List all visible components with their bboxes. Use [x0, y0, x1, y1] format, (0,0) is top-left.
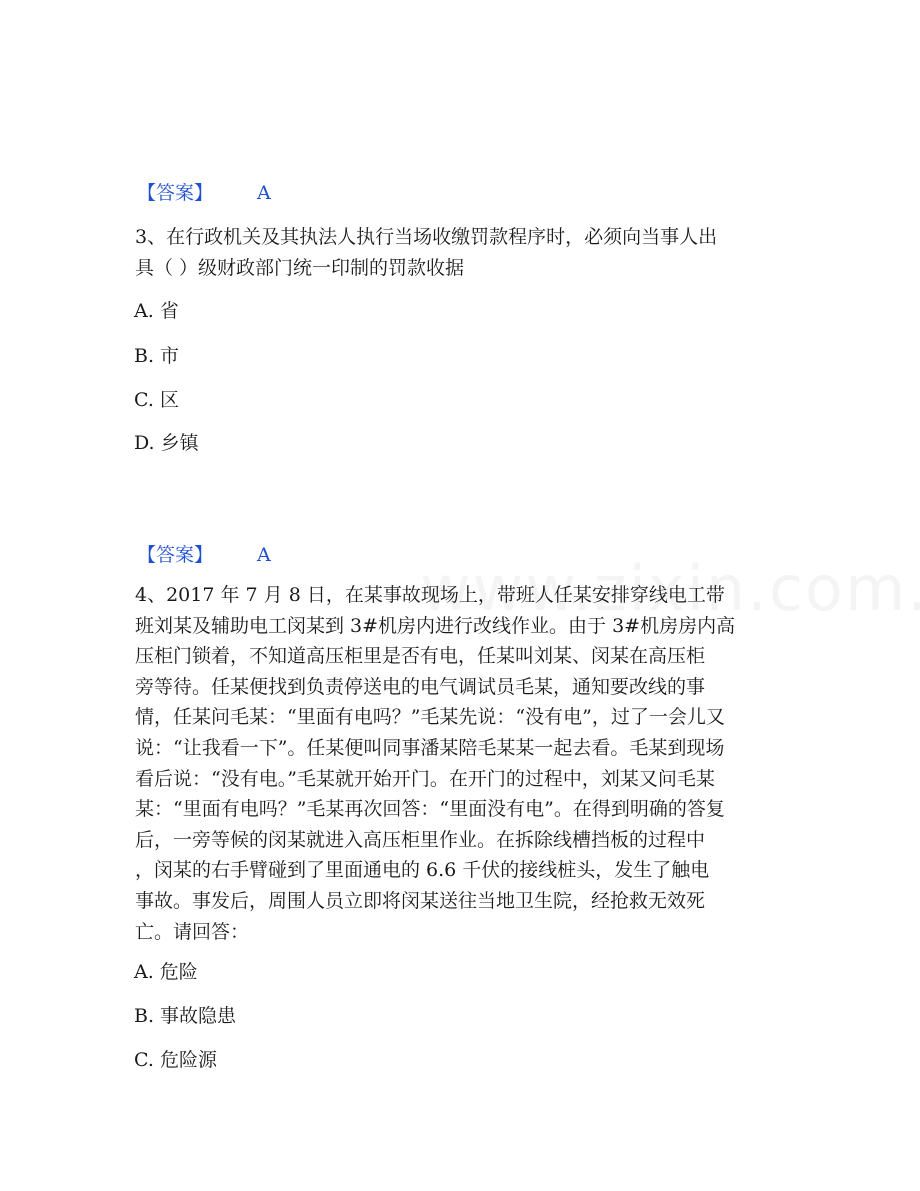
- answer-label: 【答案】: [137, 544, 214, 566]
- question-line: 亡。请回答：: [135, 920, 250, 943]
- answer-value: A: [257, 544, 271, 566]
- answer-value: A: [257, 182, 271, 204]
- question-line: 情，任某问毛某：“里面有电吗？”毛某先说：“没有电”，过了一会儿又: [135, 706, 725, 729]
- question-line: 某：“里面有电吗？”毛某再次回答：“里面没有电”。在得到明确的答复: [135, 798, 725, 821]
- question-line: 压柜门锁着，不知道高压柜里是否有电，任某叫刘某、闵某在高压柜: [135, 645, 706, 668]
- question-3-stem: [135, 222, 785, 283]
- question-line: 事故。事发后，周围人员立即将闵某送往当地卫生院，经抢救无效死: [135, 889, 706, 912]
- q3-option-c: C. 区: [134, 389, 179, 411]
- question-line: 4、2017 年 7 月 8 日，在某事故现场上，带班人任某安排穿线电工带: [135, 584, 725, 606]
- answer-line-1: [137, 178, 271, 205]
- question-4-stem: [135, 580, 785, 947]
- question-line: 3、在行政机关及其执法人执行当场收缴罚款程序时，必须向当事人出: [135, 226, 718, 248]
- q3-option-b: B. 市: [134, 345, 180, 367]
- answer-label: 【答案】: [137, 182, 214, 204]
- question-line: 旁等待。任某便找到负责停送电的电气调试员毛某，通知要改线的事: [135, 675, 706, 698]
- question-line: ，闵某的右手臂碰到了里面通电的 6.6 千伏的接线桩头，发生了触电: [135, 859, 710, 882]
- answer-line-2: [137, 540, 271, 567]
- q3-option-a: A. 省: [134, 300, 179, 322]
- q4-option-c: C. 危险源: [134, 1049, 217, 1071]
- question-line: 说：“让我看一下”。任某便叫同事潘某陪毛某某一起去看。毛某到现场: [135, 736, 725, 759]
- q4-option-b: B. 事故隐患: [134, 1005, 237, 1027]
- question-line: 后，一旁等候的闵某就进入高压柜里作业。在拆除线槽挡板的过程中: [135, 828, 706, 851]
- question-line: 具（ ）级财政部门统一印制的罚款收据: [135, 256, 465, 279]
- q3-option-d: D. 乡镇: [134, 432, 199, 454]
- question-line: 看后说：“没有电。”毛某就开始开门。在开门的过程中，刘某又问毛某: [135, 767, 715, 790]
- question-line: 班刘某及辅助电工闵某到 3#机房内进行改线作业。由于 3#机房房内高: [135, 614, 736, 637]
- q4-option-a: A. 危险: [134, 961, 198, 983]
